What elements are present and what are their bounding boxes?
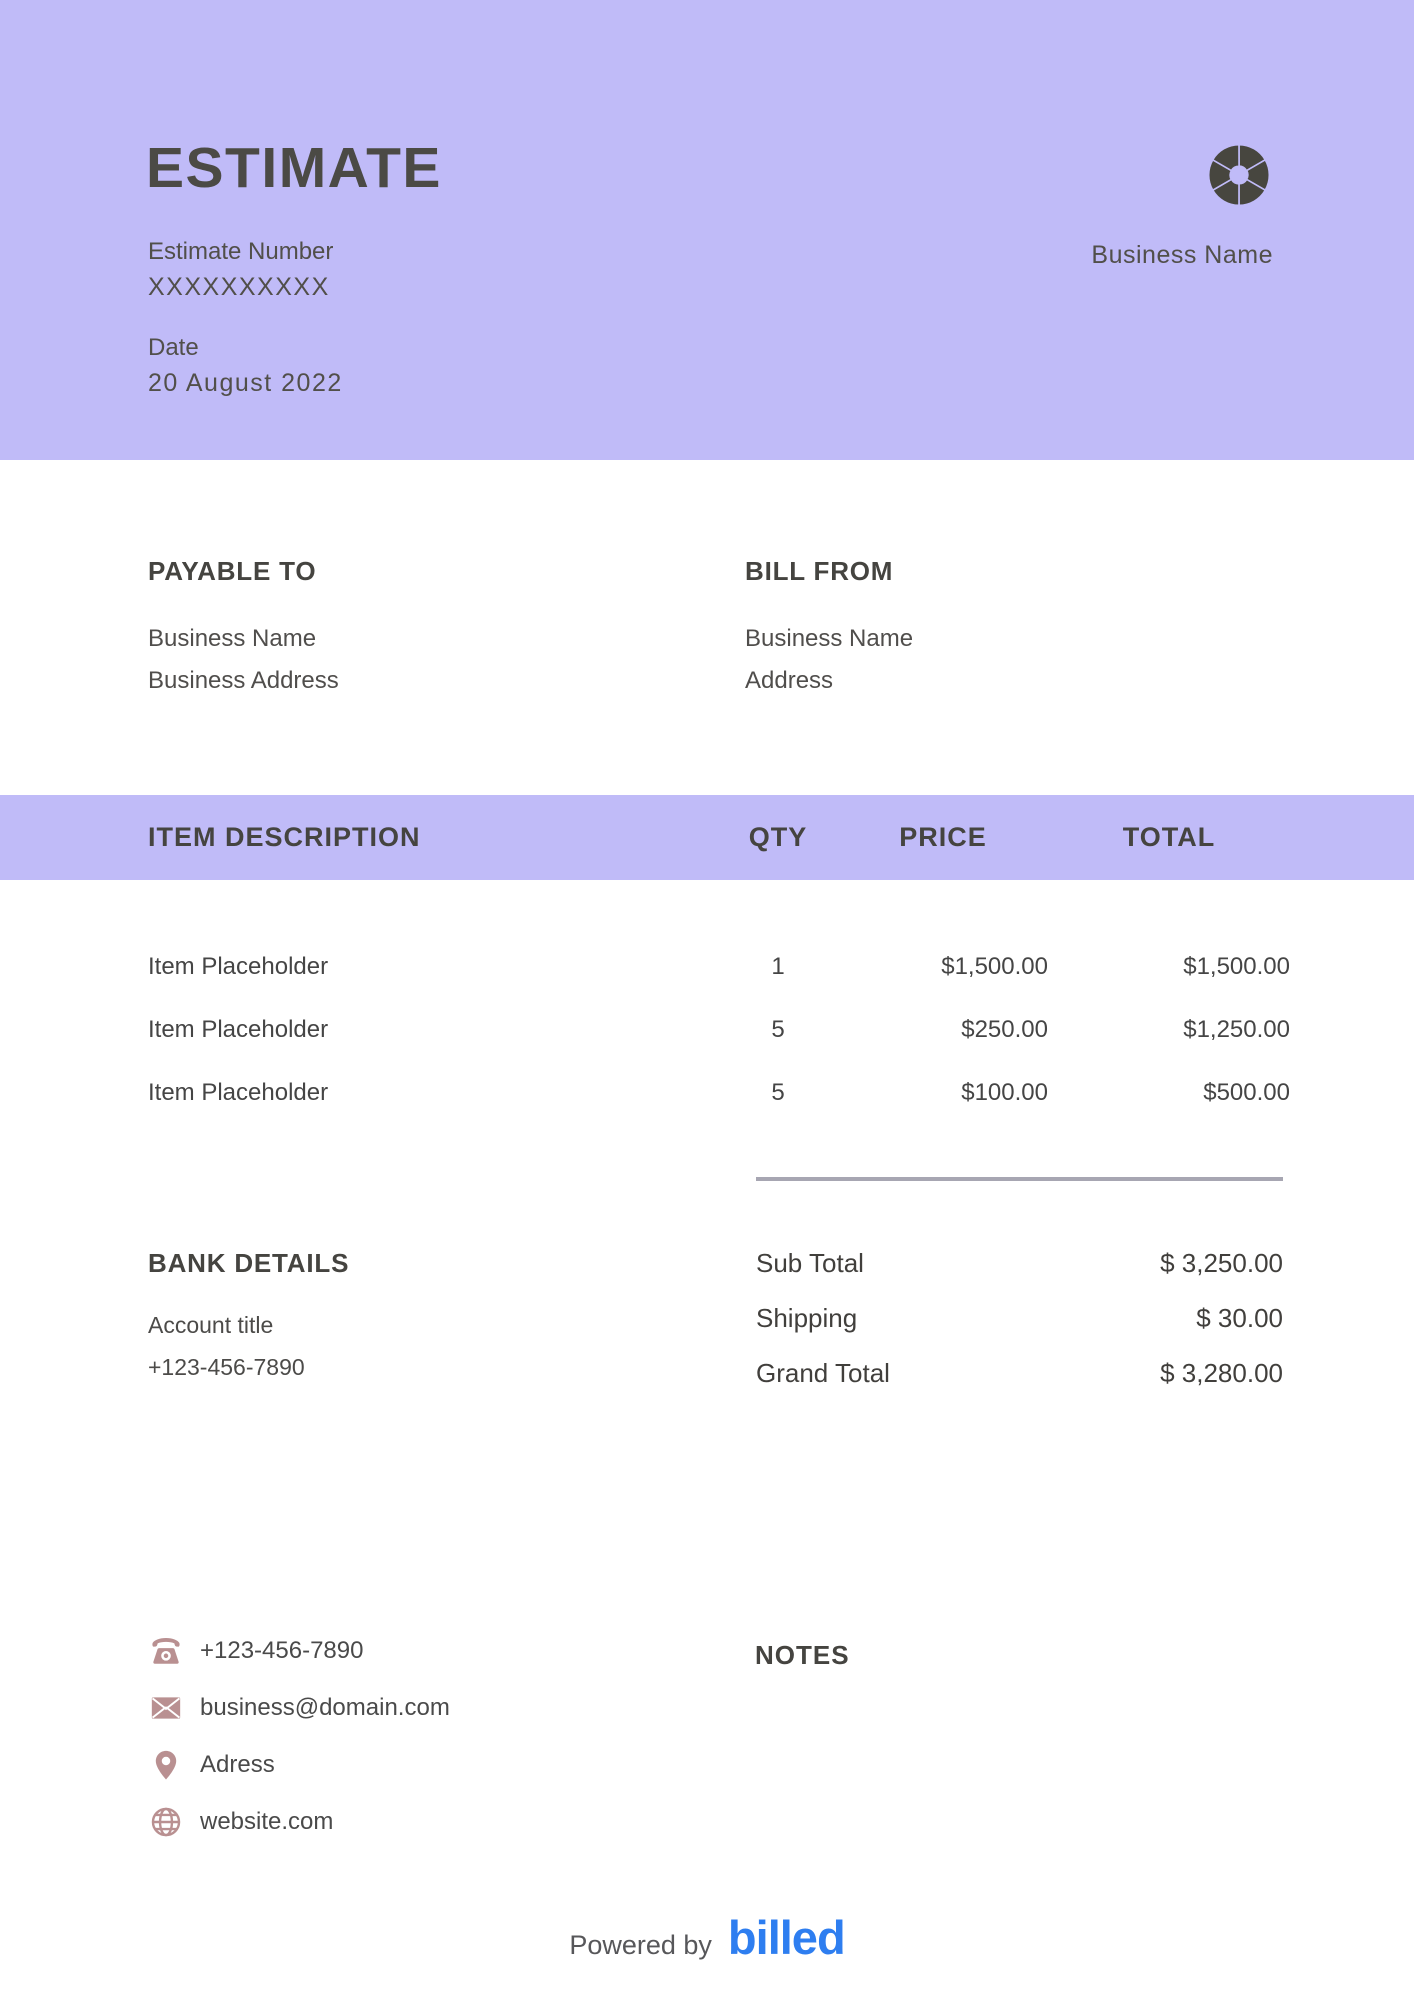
estimate-number-field [148,236,333,303]
shipping-value: $ 30.00 [1196,1303,1283,1333]
bill-from-heading: BILL FROM [745,556,894,586]
globe-icon [148,1804,184,1840]
location-icon [148,1747,184,1783]
contact-section [148,1622,450,1850]
date-field [148,332,343,399]
contact-phone: +123-456-7890 [200,1636,364,1664]
bill-from-section [745,556,913,702]
bank-details-section [148,1248,349,1388]
aperture-icon [1205,142,1273,208]
summary-divider [756,1177,1283,1181]
notes-heading: NOTES [755,1640,850,1670]
subtotal-value: $ 3,250.00 [1160,1248,1283,1278]
subtotal-label: Sub Total [756,1248,864,1278]
hero-header [0,0,1414,460]
item-description: Item Placeholder [148,1078,329,1106]
contact-website-row [148,1793,450,1850]
table-row [0,998,1414,1061]
contact-website: website.com [200,1807,334,1835]
shipping-row [756,1291,1283,1346]
subtotal-row [756,1236,1283,1291]
date-label: Date [148,334,199,361]
item-description: Item Placeholder [148,1015,329,1043]
contact-phone-row [148,1622,450,1679]
bank-account-number: +123-456-7890 [148,1354,305,1380]
estimate-number-value: XXXXXXXXXX [148,273,330,301]
date-value: 20 August 2022 [148,369,343,397]
contact-address: Adress [200,1750,275,1778]
item-qty: 1 [771,952,785,980]
shipping-label: Shipping [756,1303,858,1333]
item-price: $1,500.00 [941,952,1048,980]
business-brand [1091,142,1273,270]
bill-from-name: Business Name [745,625,914,652]
column-item-description: ITEM DESCRIPTION [148,822,421,852]
items-table-body [0,880,1414,1124]
business-name: Business Name [1091,241,1273,269]
grand-total-row [756,1346,1283,1401]
bank-details-heading: BANK DETAILS [148,1248,350,1278]
bank-account-title: Account title [148,1312,274,1338]
contact-email-row [148,1679,450,1736]
items-table-header [0,795,1414,880]
payable-to-address: Business Address [148,667,339,694]
column-qty: QTY [748,822,808,852]
page-title: ESTIMATE [146,136,442,200]
item-total: $1,250.00 [1183,1015,1290,1043]
item-qty: 5 [771,1015,785,1043]
phone-icon [148,1633,184,1669]
grand-total-label: Grand Total [756,1358,890,1388]
powered-by-footer [0,1911,1414,1964]
table-row [0,1061,1414,1124]
item-description: Item Placeholder [148,952,329,980]
payable-to-section [148,556,339,702]
item-price: $100.00 [961,1078,1048,1106]
item-qty: 5 [771,1078,785,1106]
email-icon [148,1690,184,1726]
contact-email: business@domain.com [200,1693,450,1721]
contact-address-row [148,1736,450,1793]
item-total: $1,500.00 [1183,952,1290,980]
estimate-number-label: Estimate Number [148,238,334,265]
column-price: PRICE [899,822,987,852]
item-total: $500.00 [1203,1078,1290,1106]
column-total: TOTAL [1122,822,1216,852]
payable-to-name: Business Name [148,625,317,652]
totals-summary [756,1236,1283,1401]
grand-total-value: $ 3,280.00 [1160,1358,1283,1388]
billed-logo: billed [727,1911,845,1964]
table-row [0,935,1414,998]
item-price: $250.00 [961,1015,1048,1043]
powered-by-text: Powered by [569,1930,712,1960]
bill-from-address: Address [745,667,834,694]
payable-to-heading: PAYABLE TO [148,556,317,586]
